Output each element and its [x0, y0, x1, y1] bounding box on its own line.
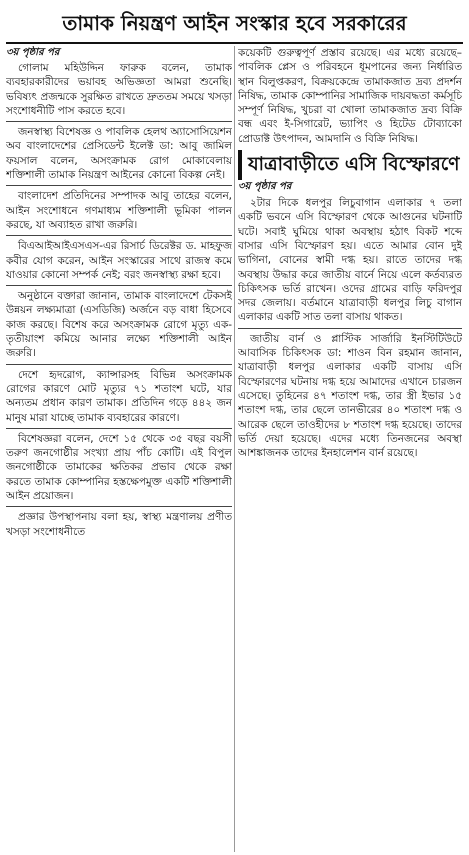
- left-column: [6, 46, 232, 852]
- right-column: [238, 46, 462, 852]
- paragraph-divider: [6, 506, 232, 507]
- article-paragraph: বিএআইআইএসএস-এর রিসার্চ ডিরেক্টর ড. মাহফুজ কবীর যোগ করেন, আইন সংস্কারের সাথে রাজস্ব কমে যাওয়ার কোনো সম্পর্ক নেই; বরং জনস্বাস্থ্য রক্ষা হবে।: [6, 240, 232, 281]
- article-paragraph: কয়েকটি গুরুত্বপূর্ণ প্রস্তাব রয়েছে। এর মধ্যে রয়েছে– পাবলিক প্লেস ও পরিবহনে ধূমপানের জন্য নির্ধারিত স্থান বিলুপ্তকরণ, বিক্রয়কেন্দ্রে তামাকজাত দ্রব্য প্রদর্শন নিষিদ্ধ, তামাক কোম্পানির সামাজিক দায়বদ্ধতা কর্মসূচি সম্পূর্ণ নিষিদ্ধ, খুচরা বা খোলা তামাকজাত দ্রব্য বিক্রি বন্ধ এবং ই-সিগারেট, ভ্যাপিং ও হিটেড টোব্যাকো প্রোডাক্ট উৎপাদন, আমদানি ও বিক্রি নিষিদ্ধ।: [238, 47, 462, 145]
- headline-rule: [6, 42, 463, 44]
- paragraph-divider: [6, 428, 232, 429]
- article-paragraph: জাতীয় বার্ন ও প্লাস্টিক সার্জারি ইনস্টিটিউটে আবাসিক চিকিৎসক ডা: শাওন বিন রহমান জানান, যাত্রাবাড়ী ধলপুর এলাকার একটি বাসায় এসি বিস্ফোরণের ঘটনায় দগ্ধ হয়ে আমাদের এখানে চারজন এসেছে। তুহিনের ৪৭ শতাংশ দগ্ধ, তার স্ত্রী ইভার ১৫ শতাংশ দগ্ধ, তার ছেলে তানভীরের ৪০ শতাংশ দগ্ধ ও আরেক ছেলে তাওহীদের ৮ শতাংশ দগ্ধ হয়েছে। তাদের ভর্তি দেয়া হয়েছে। এদের মধ্যে তিনজনের অবস্থা আশঙ্কাজনক তাদের ইনহালেশন বার্ন রয়েছে।: [238, 332, 462, 460]
- continued-label: ৩য় পৃষ্ঠার পর: [238, 181, 292, 193]
- paragraph-divider: [6, 235, 232, 236]
- paragraph-divider: [6, 364, 232, 365]
- continued-label: ৩য় পৃষ্ঠার পর: [6, 47, 60, 58]
- article-paragraph: বিশেষজ্ঞরা বলেন, দেশে ১৫ থেকে ৩৫ বছর বয়সী তরুণ জনগোষ্ঠীর সংখ্যা প্রায় পাঁচ কোটি। এই বিপুল জনগোষ্ঠীকে তামাকের ক্ষতিকর প্রভাব থেকে রক্ষা করতে তামাক কোম্পানির হস্তক্ষেপমুক্ত একটি শক্তিশালী আইন প্রয়োজন।: [6, 432, 232, 503]
- article-paragraph: প্রজ্ঞার উপস্থাপনায় বলা হয়, স্বাস্থ্য মন্ত্রণালয় প্রণীত খসড়া সংশোধনীতে: [6, 511, 232, 538]
- headline-tobacco-law: তামাক নিয়ন্ত্রণ আইন সংস্কার হবে সরকারের: [62, 11, 407, 35]
- column-rule: [234, 46, 235, 852]
- paragraph-divider: [6, 285, 232, 286]
- paragraph-divider: [6, 121, 232, 122]
- article-paragraph: বাংলাদেশ প্রতিদিনের সম্পাদক আবু তাহের বলেন, আইন সংশোধনে গণমাধ্যম শক্তিশালী ভূমিকা পালন করছে, যা অব্যাহত রাখা জরুরি।: [6, 190, 232, 231]
- paragraph-divider: [238, 328, 462, 329]
- article-paragraph: অনুষ্ঠানে বক্তারা জানান, তামাক বাংলাদেশে টেকসই উন্নয়ন লক্ষ্যমাত্রা (এসডিজি) অর্জনে বড় বাধা হিসেবে কাজ করছে। বিশেষ করে অসংক্রামক রোগে মৃত্যু এক-তৃতীয়াংশ কমিয়ে আনার লক্ষ্যে শক্তিশালী আইন জরুরি।: [6, 290, 232, 360]
- article-paragraph: দেশে হৃদরোগ, ক্যান্সারসহ বিভিন্ন অসংক্রামক রোগের কারণে মোট মৃত্যুর ৭১ শতাংশ ঘটে, যার অন্যতম প্রধান কারণ তামাক। প্রতিদিন গড়ে ৪৪২ জন মানুষ মারা যাচ্ছে তামাক ব্যবহারের কারণে।: [6, 368, 232, 424]
- article-paragraph: ২টার দিকে ধলপুর লিচুবাগান এলাকার ৭ তলা একটি ভবনে এসি বিস্ফোরণ থেকে আগুনের ঘটনাটি ঘটে। সবাই ঘুমিয়ে থাকা অবস্থায় হঠাৎ বিকট শব্দে বাসার এসি বিস্ফোরণ হয়। এতে আমার বোন দুই ভাগিনা, বোনের স্বামী দগ্ধ হয়। রাতে তাদের দগ্ধ অবস্থায় উদ্ধার করে জাতীয় বার্নে নিয়ে এলে কর্তব্যরত চিকিৎসক ভর্তি রাখেন। ওদের গ্রামের বাড়ি ফরিদপুর সদর জেলায়। বর্তমানে যাত্রাবাড়ী ধলপুর লিচু বাগান এলাকার একটি সাত তলা বাসায় থাকত।: [238, 197, 462, 324]
- headline-ac-explosion: যাত্রাবাড়ীতে এসি বিস্ফোরণে: [238, 150, 462, 180]
- paragraph-divider: [6, 185, 232, 186]
- article-paragraph: জনস্বাস্থ্য বিশেষজ্ঞ ও পাবলিক হেলথ অ্যাসোসিয়েশন অব বাংলাদেশের প্রেসিডেন্ট ইলেক্ট ডা: আবু জামিল ফয়সাল বলেন, অসংক্রামক রোগ মোকাবেলায় শক্তিশালী তামাক নিয়ন্ত্রণ আইনের কোনো বিকল্প নেই।: [6, 126, 232, 182]
- article-paragraph: গোলাম মহিউদ্দিন ফারুক বলেন, তামাক ব্যবহারকারীদের ভয়াবহ অভিজ্ঞতা আমরা শুনেছি। ভবিষ্যৎ প্রজন্মকে সুরক্ষিত রাখতে দ্রুততম সময়ে খসড়া সংশোধনীটি পাস করতে হবে।: [6, 62, 232, 117]
